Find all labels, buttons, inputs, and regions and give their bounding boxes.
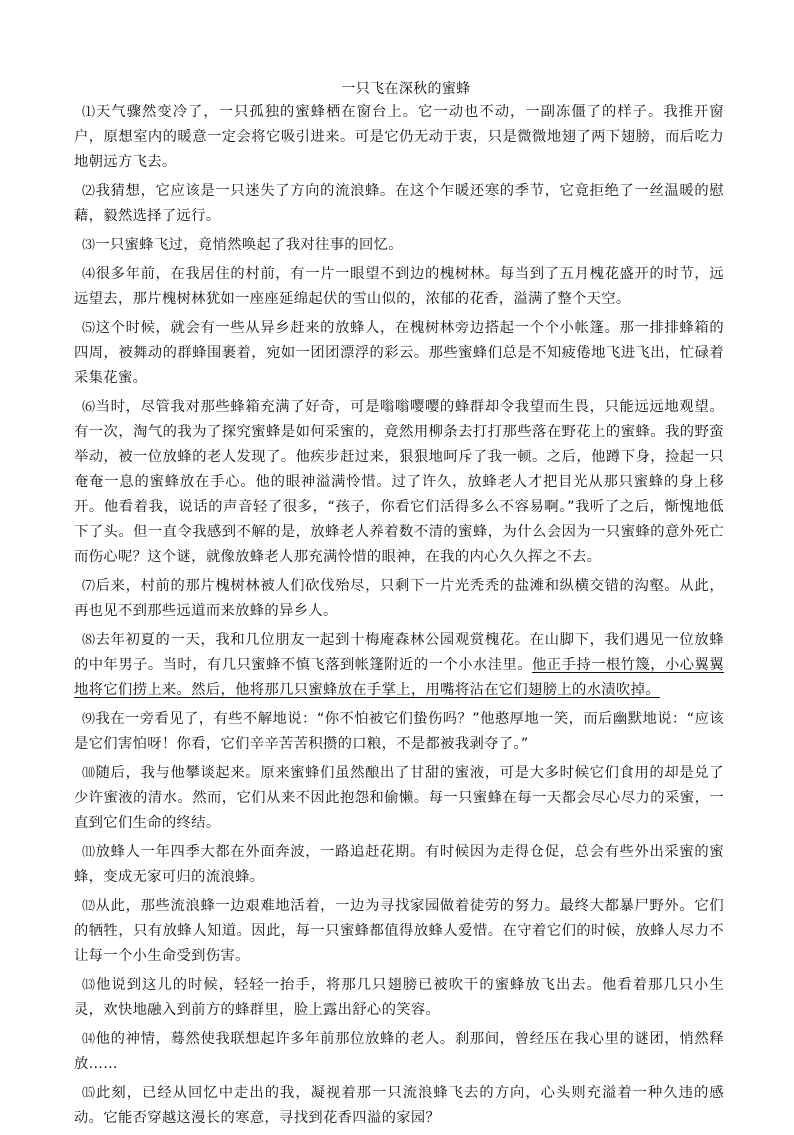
paragraph-15 xyxy=(74,1081,724,1131)
document-body xyxy=(74,78,724,1135)
paragraph-3 xyxy=(74,233,724,258)
paragraph-text: 去年初夏的一天，我和几位朋友一起到十梅庵森林公园观赏槐花。在山脚下，我们遇见一位放蜂的中年男子。当时，有几只蜜蜂不慎飞落到帐篷附近的一个小水洼里。 xyxy=(74,632,724,673)
underlined-sentence: 他正手持一根竹篾，小心翼翼地将它们捞上来。然后，他将那几只蜜蜂放在手掌上，用嘴将沾在它们翅膀上的水渍吹掉。 xyxy=(74,657,724,698)
paragraph-text: 一只蜜蜂飞过，竟悄然唤起了我对往事的回忆。 xyxy=(95,237,403,253)
paragraph-10 xyxy=(74,761,724,836)
paragraph-number: ⒀ xyxy=(82,978,97,993)
paragraph-12 xyxy=(74,894,724,969)
paragraph-2 xyxy=(74,179,724,229)
paragraph-text: 这个时候，就会有一些从异乡赶来的放蜂人，在槐树林旁边搭起一个个小帐篷。那一排排蜂箱的四周，被舞动的群蜂围裹着，宛如一团团漂浮的彩云。那些蜜蜂们总是不知疲倦地飞进飞出，忙碌着采集花蜜。 xyxy=(74,320,724,386)
paragraph-text: 他的神情，蓦然使我联想起许多年前那位放蜂的老人。刹那间，曾经压在我心里的谜团，悄然释放…… xyxy=(74,1031,724,1072)
paragraph-number: ⑼ xyxy=(82,712,96,727)
paragraph-text: 我猜想，它应该是一只迷失了方向的流浪蜂。在这个乍暖还寒的季节，它竟拒绝了一丝温暖的慰藉，毅然选择了远行。 xyxy=(74,183,724,224)
paragraph-text: 我在一旁看见了，有些不解地说：“你不怕被它们蛰伤吗？”他憨厚地一笑，而后幽默地说：“应该是它们害怕呀！你看，它们辛辛苦苦积攒的口粮，不是都被我剥夺了。” xyxy=(74,711,724,752)
paragraph-number: ⑵ xyxy=(82,184,96,199)
paragraph-9 xyxy=(74,707,724,757)
paragraph-text: 从此，那些流浪蜂一边艰难地活着，一边为寻找家园做着徒劳的努力。最终大都暴尸野外。它们的牺牲，只有放蜂人知道。因此，每一只蜜蜂都值得放蜂人爱惜。在守着它们的时候，放蜂人尽力不让每一个小生命受到伤害。 xyxy=(74,898,724,964)
paragraph-8 xyxy=(74,628,724,703)
paragraph-text: 当时，尽管我对那些蜂箱充满了好奇，可是嗡嗡嘤嘤的蜂群却令我望而生畏，只能远远地观望。有一次，淘气的我为了探究蜜蜂是如何采蜜的，竟然用柳条去打打那些落在野花上的蜜蜂。我的野蛮举动，被一位放蜂的老人发现了。他疾步赶过来，狠狠地呵斥了我一顿。之后，他蹲下身，捡起一只奄奄一息的蜜蜂放在手心。他的眼神溢满怜惜。过了许久，放蜂老人才把目光从那只蜜蜂的身上移开。他看着我，说话的声音轻了很多，“孩子，你看它们活得多么不容易啊。”我听了之后，惭愧地低下了头。但一直令我感到不解的是，放蜂老人养着数不清的蜜蜂，为什么会因为一只蜜蜂的意外死亡而伤心呢？这个谜，就像放蜂老人那充满怜惜的眼神，在我的内心久久挥之不去。 xyxy=(74,399,724,565)
paragraph-number: ⑺ xyxy=(82,579,96,594)
paragraph-number: ⑹ xyxy=(82,400,96,415)
paragraph-14 xyxy=(74,1027,724,1077)
paragraph-13 xyxy=(74,973,724,1023)
paragraph-1 xyxy=(74,100,724,175)
paragraph-number: ⑶ xyxy=(82,238,96,253)
paragraph-number: ⑽ xyxy=(82,766,96,781)
paragraph-4 xyxy=(74,262,724,312)
paragraph-number: ⑿ xyxy=(82,899,96,914)
paragraph-text: 天气骤然变冷了，一只孤独的蜜蜂栖在窗台上。它一动也不动，一副冻僵了的样子。我推开窗户，原想室内的暖意一定会将它吸引进来。可是它仍无动于衷，只是微微地翅了两下翅膀，而后吃力地朝远方飞去。 xyxy=(74,104,724,170)
article-title: 一只飞在深秋的蜜蜂 xyxy=(341,81,471,97)
paragraph-text: 此刻，已经从回忆中走出的我，凝视着那一只流浪蜂飞去的方向，心头则充溢着一种久违的感动。它能否穿越这漫长的寒意，寻找到花香四溢的家园？ xyxy=(74,1085,724,1126)
paragraph-number: ⑸ xyxy=(82,321,96,336)
paragraph-number: ⒂ xyxy=(82,1086,97,1101)
paragraph-text: 后来，村前的那片槐树林被人们砍伐殆尽，只剩下一片光秃秃的盐滩和纵横交错的沟壑。从此，再也见不到那些远道而来放蜂的异乡人。 xyxy=(74,578,724,619)
paragraph-number: ⒁ xyxy=(82,1032,96,1047)
paragraph-text: 随后，我与他攀谈起来。原来蜜蜂们虽然酿出了甘甜的蜜液，可是大多时候它们食用的却是兑了少许蜜液的清水。然而，它们从来不因此抱怨和偷懒。每一只蜜蜂在每一天都会尽心尽力的采蜜，一直到它们生命的终结。 xyxy=(74,765,724,831)
paragraph-text: 放蜂人一年四季大都在外面奔波，一路追赶花期。有时候因为走得仓促，总会有些外出采蜜的蜜蜂，变成无家可归的流浪蜂。 xyxy=(74,844,724,885)
paragraph-11 xyxy=(74,840,724,890)
paragraph-number: ⑴ xyxy=(82,105,97,120)
paragraph-text: 很多年前，在我居住的村前，有一片一眼望不到边的槐树林。每当到了五月槐花盛开的时节，远远望去，那片槐树林犹如一座座延绵起伏的雪山似的，浓郁的花香，溢满了整个天空。 xyxy=(74,266,724,307)
paragraph-number: ⑷ xyxy=(82,267,96,282)
paragraph-5 xyxy=(74,316,724,391)
paragraph-6 xyxy=(74,395,724,570)
paragraph-number: ⑾ xyxy=(82,845,96,860)
paragraph-text: 他说到这儿的时候，轻轻一抬手，将那几只翅膀已被吹干的蜜蜂放飞出去。他看着那几只小生灵，欢快地融入到前方的蜂群里，脸上露出舒心的笑容。 xyxy=(74,977,724,1018)
paragraph-number: ⑻ xyxy=(82,633,96,648)
paragraph-7 xyxy=(74,574,724,624)
